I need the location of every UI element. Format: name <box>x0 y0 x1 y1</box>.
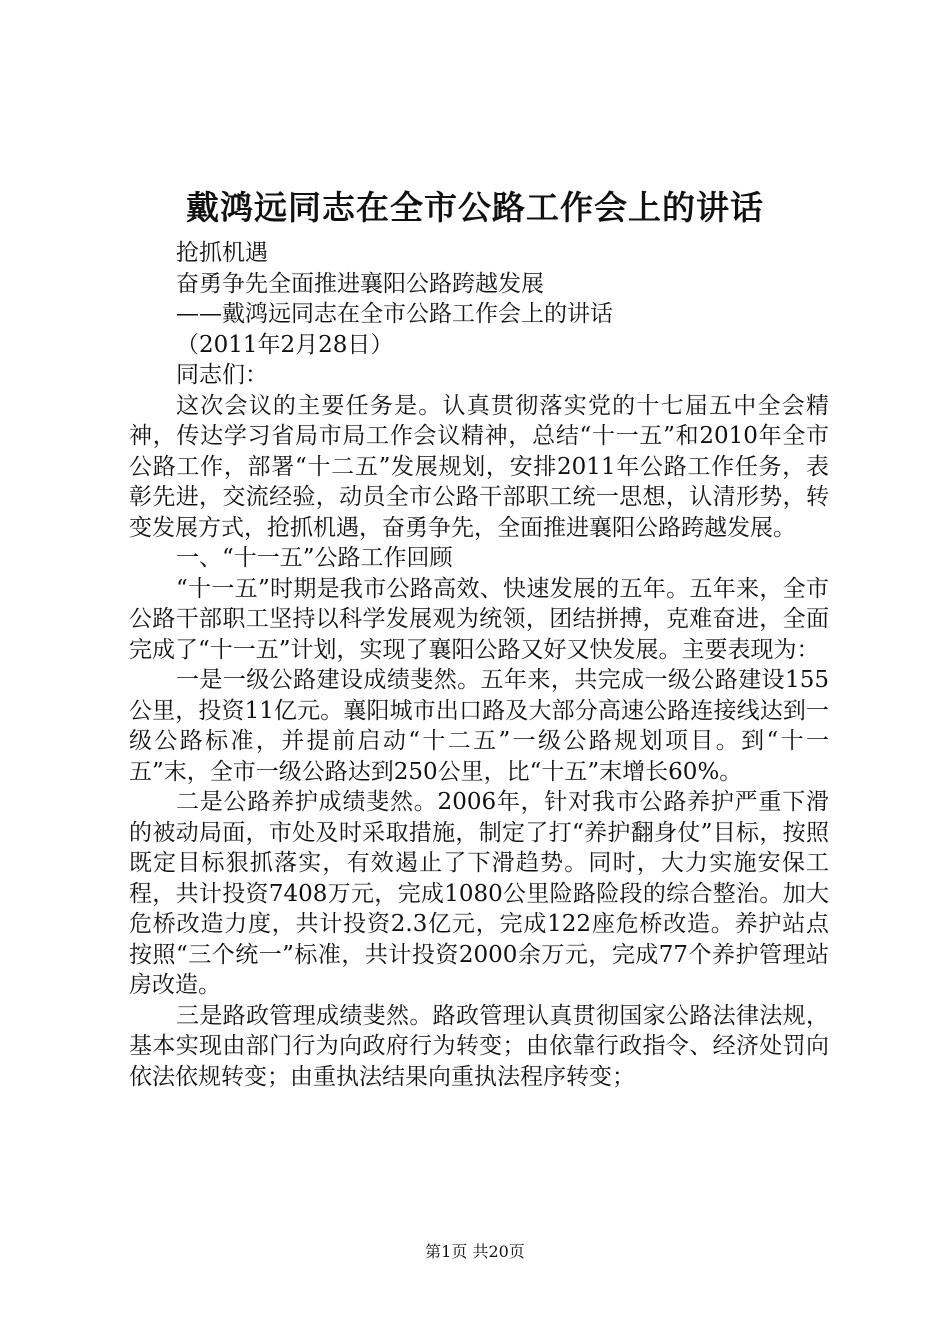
paragraph-highway-construction: 一是一级公路建设成绩斐然。五年来，共完成一级公路建设155公里，投资11亿元。襄阳城市出口路及大部分高速公路连接线达到一级公路标准，并提前启动“十二五”一级公路规划项目。到“十一五”末，全市一级公路达到250公里，比“十五”末增长60%。 <box>129 667 829 785</box>
paragraph-intro: 这次会议的主要任务是。认真贯彻落实党的十七届五中全会精神，传达学习省局市局工作会议精神，总结“十一五”和2010年全市公路工作，部署“十二五”发展规划，安排2011年公路工作任务，表彰先进，交流经验，动员全市公路干部职工统一思想，认清形势，转变发展方式，抢抓机遇，奋勇争先，全面推进襄阳公路跨越发展。 <box>129 392 829 541</box>
document-title: 戴鸿远同志在全市公路工作会上的讲话 <box>186 188 764 227</box>
subtitle-line-2: 奋勇争先全面推进襄阳公路跨越发展 <box>176 270 544 297</box>
paragraph-road-maintenance: 二是公路养护成绩斐然。2006年，针对我市公路养护严重下滑的被动局面，市处及时采取措施，制定了打“养护翻身仗”目标，按照既定目标狠抓落实，有效遏止了下滑趋势。同时，大力实施安保工程，共计投资7408万元，完成1080公里险路险段的综合整治。加大危桥改造力度，共计投资2.3亿元，完成122座危桥改造。养护站点按照“三个统一”标准，共计投资2000余万元，完成77个养护管理站房改造。 <box>129 789 829 998</box>
page-footer: 第1页 共20页 <box>425 1242 525 1261</box>
section-heading: 一、“十一五”公路工作回顾 <box>176 545 453 571</box>
document-body <box>129 238 829 1092</box>
paragraph-road-administration: 三是路政管理成绩斐然。路政管理认真贯彻国家公路法律法规，基本实现由部门行为向政府行为转变；由依靠行政指令、经济处罚向依法依规转变；由重执法结果向重执法程序转变； <box>129 1002 829 1090</box>
paragraph-review: “十一五”时期是我市公路高效、快速发展的五年。五年来，全市公路干部职工坚持以科学发展观为统领，团结拼搏，克难奋进，全面完成了“十一五”计划，实现了襄阳公路又好又快发展。主要表现为： <box>129 575 829 663</box>
subtitle-line-1: 抢抓机遇 <box>176 240 268 266</box>
salutation: 同志们： <box>176 362 268 388</box>
subtitle-line-3: ——戴鸿远同志在全市公路工作会上的讲话 <box>176 301 613 327</box>
date-line: （2011年2月28日） <box>176 331 394 358</box>
